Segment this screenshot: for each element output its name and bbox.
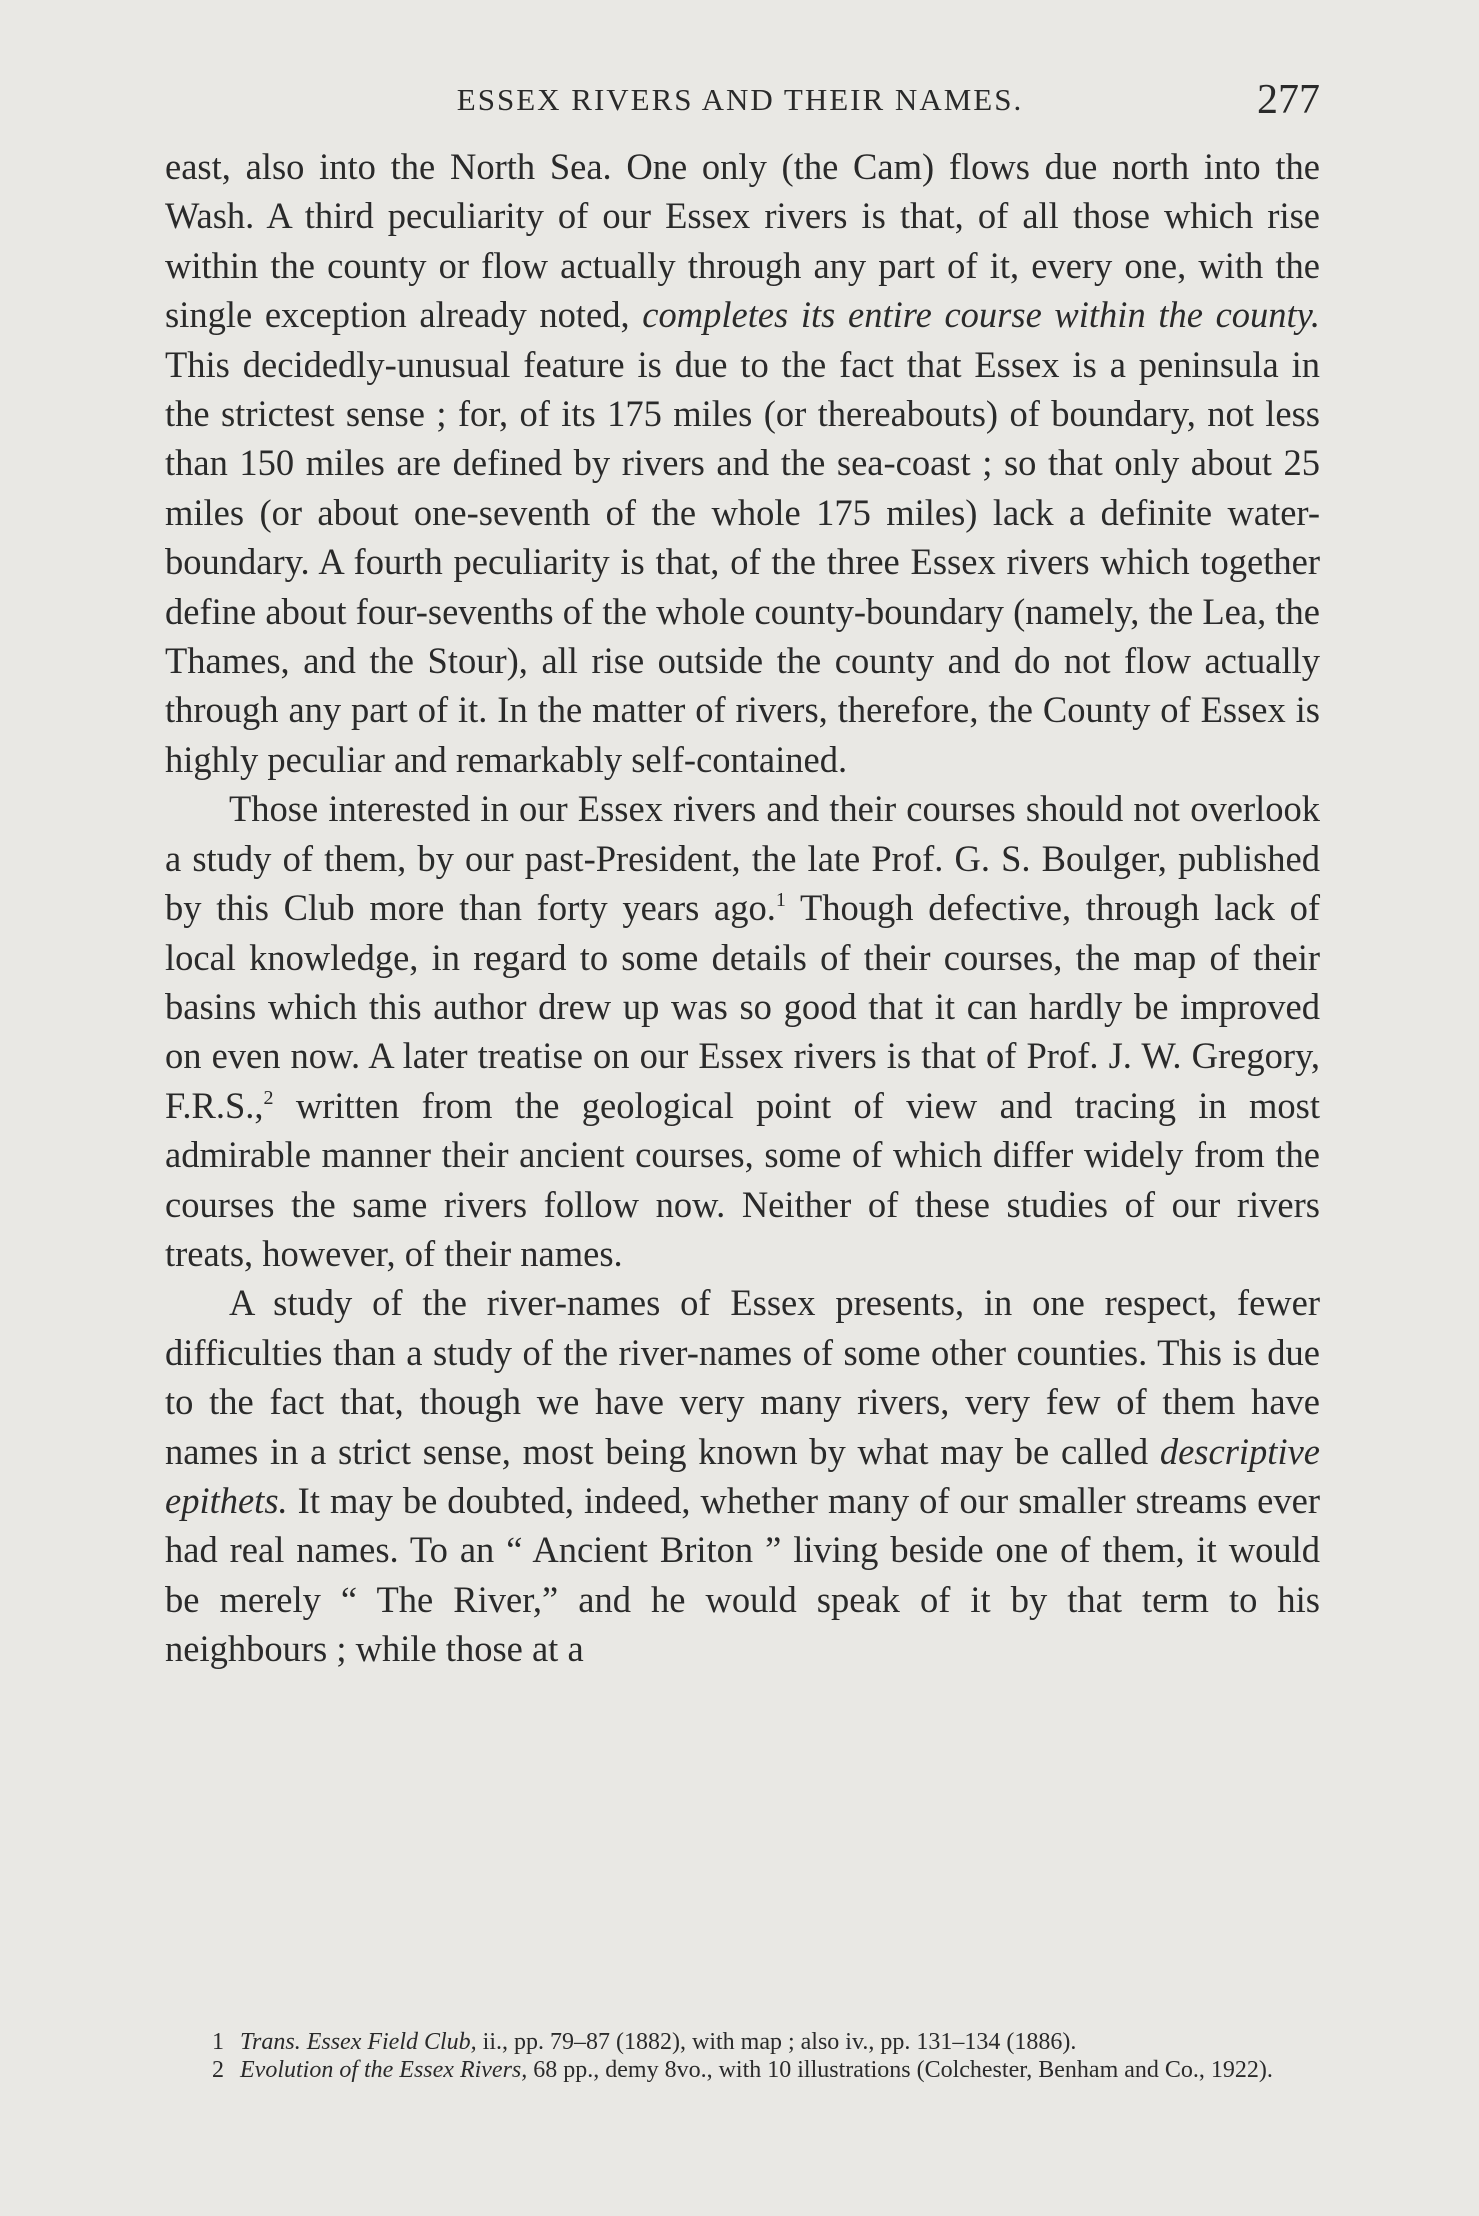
paragraph-3-italic: descriptive epithets.: [165, 1430, 1320, 1521]
footnote-2-number: 2: [212, 2057, 224, 2083]
body-text: [165, 142, 1320, 1674]
paragraph-1-text-a: east, also into the North Sea. One only (the Cam) flows due north into the Wash. A third peculiarity of our Essex rivers is that, of all those which rise within the county or flow actually through any part of it, every one, with the single exception already noted,: [165, 146, 1320, 336]
paragraph-3-text-a: A study of the river-names of Essex presents, in one respect, fewer difficulties than a study of the river-names of some other counties. This is due to the fact that, though we have very many rivers, very few of them have names in a strict sense, most being known by what may be called: [165, 1282, 1320, 1472]
paragraph-2-text-b: Though defective, through lack of local knowledge, in regard to some details of their courses, the map of their basins which this author drew up was so good that it can hardly be improved on even now. A later treatise on our Essex rivers is that of Prof. J. W. Gregory, F.R.S.,: [165, 887, 1320, 1126]
paragraph-1-text-b: This decidedly-unusual feature is due to the fact that Essex is a peninsula in the strictest sense ; for, of its 175 miles (or thereabouts) of boundary, not less than 150 miles are defined by rivers and the sea-coast ; so that only about 25 miles (or about one-seventh of the whole 175 miles) lack a definite water-boundary. A fourth peculiarity is that, of the three Essex rivers which together define about four-sevenths of the whole county-boundary (namely, the Lea, the Thames, and the Stour), all rise outside the county and do not flow actually through any part of it. In the matter of rivers, therefore, the County of Essex is highly peculiar and remarkably self-contained.: [165, 343, 1320, 780]
paragraph-2-text-a: Those interested in our Essex rivers and their courses should not overlook a study of them, by our past-President, the late Prof. G. S. Boulger, published by this Club more than forty years ago.: [165, 788, 1320, 929]
footnote-1-title: Trans. Essex Field Club,: [240, 2029, 477, 2055]
footnote-ref-2: 2: [263, 1086, 274, 1109]
paragraph-2-text-c: written from the geological point of view and tracing in most admirable manner their ancient courses, some of which differ widely from the courses the same rivers follow now. Neither of these studies of our rivers treats, however, of their names.: [165, 1084, 1320, 1274]
footnote-1-number: 1: [212, 2029, 224, 2055]
page-number: 277: [1257, 77, 1320, 123]
paragraph-2: [165, 784, 1320, 1278]
page-header: [160, 70, 1320, 130]
paragraph-3: [165, 1278, 1320, 1673]
footnote-1-text: ii., pp. 79–87 (1882), with map ; also iv., pp. 131–134 (1886).: [476, 2029, 1077, 2055]
footnote-2-text: 68 pp., demy 8vo., with 10 illustrations (Colchester, Benham and Co., 1922).: [527, 2057, 1273, 2083]
footnote-2: [168, 2056, 1338, 2084]
paragraph-1-italic: completes its entire course within the county.: [642, 294, 1320, 336]
footnote-ref-1: 1: [775, 889, 786, 912]
paragraph-3-text-b: It may be doubted, indeed, whether many of our smaller streams ever had real names. To an “ Ancient Briton ” living beside one of them, it would be merely “ The River,” and he would speak of it by that term to his neighbours ; while those at a: [165, 1479, 1320, 1670]
running-head: ESSEX RIVERS AND THEIR NAMES.: [456, 82, 1024, 117]
paragraph-1: [165, 142, 1320, 784]
footnotes: [168, 2028, 1338, 2084]
footnote-1: [168, 2028, 1338, 2056]
footnote-2-title: Evolution of the Essex Rivers,: [240, 2057, 528, 2083]
